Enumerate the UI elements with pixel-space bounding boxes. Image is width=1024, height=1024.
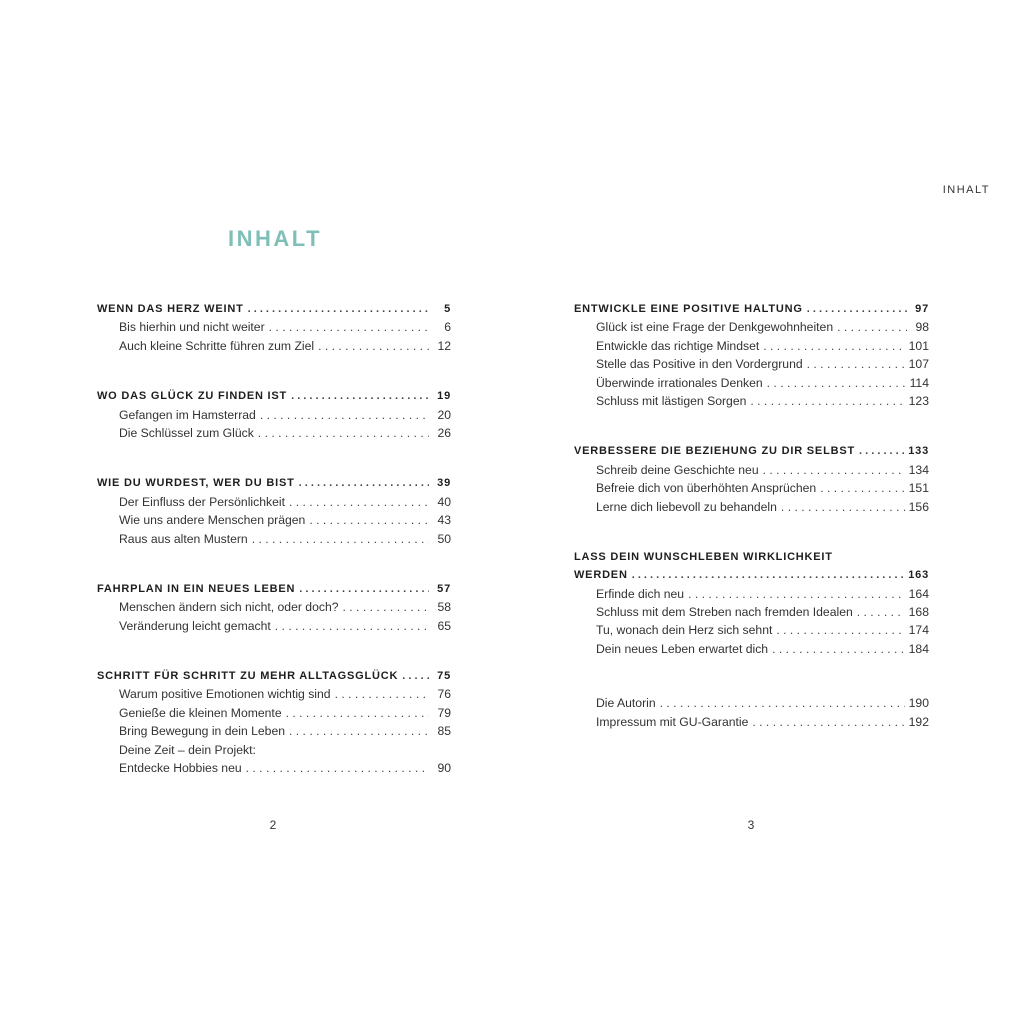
dot-leader xyxy=(286,704,429,722)
dot-leader xyxy=(781,498,905,516)
toc-entry[interactable] xyxy=(574,621,929,639)
page-number-left: 2 xyxy=(269,818,277,832)
entry-page: 76 xyxy=(437,687,451,702)
dot-leader xyxy=(248,300,429,318)
toc-entry[interactable] xyxy=(574,640,929,658)
toc-entry[interactable] xyxy=(97,685,451,703)
entry-title: Schluss mit dem Streben nach fremden Idealen xyxy=(596,605,853,620)
toc-chapter[interactable] xyxy=(97,474,451,492)
dot-leader xyxy=(258,424,429,442)
toc-entry[interactable] xyxy=(574,318,929,336)
toc-chapter-line[interactable] xyxy=(574,548,929,566)
dot-leader xyxy=(776,621,904,639)
entry-title: Glück ist eine Frage der Denkgewohnheiten xyxy=(596,320,834,335)
entry-page: 123 xyxy=(908,393,929,408)
dot-leader xyxy=(763,461,905,479)
entry-title: Gefangen im Hamsterrad xyxy=(119,407,256,422)
entry-page: 192 xyxy=(908,714,929,729)
toc-entry[interactable] xyxy=(97,704,451,722)
toc-right-column xyxy=(574,300,929,731)
entry-page: 90 xyxy=(437,761,451,776)
toc-entry[interactable] xyxy=(97,598,451,616)
entry-page: 184 xyxy=(908,641,929,656)
entry-title: Die Autorin xyxy=(596,696,656,711)
dot-leader xyxy=(752,713,904,731)
entry-title: Menschen ändern sich nicht, oder doch? xyxy=(119,600,339,615)
toc-entry[interactable] xyxy=(97,759,451,777)
entry-title: Schreib deine Geschichte neu xyxy=(596,462,759,477)
entry-title: Auch kleine Schritte führen zum Ziel xyxy=(119,338,315,353)
entry-title: Genieße die kleinen Momente xyxy=(119,705,282,720)
page-title: INHALT xyxy=(227,226,323,251)
chapter-page: 19 xyxy=(437,390,451,403)
toc-entry[interactable] xyxy=(97,741,451,759)
toc-entry[interactable] xyxy=(97,318,451,336)
entry-title: Bring Bewegung in dein Leben xyxy=(119,724,286,739)
chapter-page: 57 xyxy=(437,582,451,595)
page-number-right: 3 xyxy=(747,818,755,832)
toc-entry[interactable] xyxy=(574,461,929,479)
dot-leader xyxy=(289,493,429,511)
chapter-title: WERDEN xyxy=(574,569,628,582)
dot-leader xyxy=(299,580,429,598)
dot-leader xyxy=(859,442,904,460)
entry-title: Dein neues Leben erwartet dich xyxy=(596,641,769,656)
dot-leader xyxy=(275,617,429,635)
dot-leader xyxy=(335,685,429,703)
dot-leader xyxy=(252,530,429,548)
toc-section xyxy=(97,300,451,355)
entry-page: 164 xyxy=(908,586,929,601)
dot-leader xyxy=(660,694,905,712)
entry-page: 20 xyxy=(437,407,451,422)
toc-entry[interactable] xyxy=(574,392,929,410)
dot-leader xyxy=(402,667,429,685)
chapter-page: 39 xyxy=(437,477,451,490)
toc-entry[interactable] xyxy=(574,374,929,392)
chapter-page: 97 xyxy=(915,303,929,315)
entry-title: Schluss mit lästigen Sorgen xyxy=(596,393,747,408)
toc-entry[interactable] xyxy=(97,617,451,635)
entry-title: Stelle das Positive in den Vordergrund xyxy=(596,357,803,372)
entry-page: 134 xyxy=(908,462,929,477)
entry-page: 151 xyxy=(908,481,929,496)
toc-entry[interactable] xyxy=(97,530,451,548)
dot-leader xyxy=(763,337,904,355)
toc-entry[interactable] xyxy=(574,585,929,603)
toc-section xyxy=(574,548,929,658)
toc-entry[interactable] xyxy=(97,722,451,740)
chapter-title: WENN DAS HERZ WEINT xyxy=(97,303,244,315)
toc-entry[interactable] xyxy=(574,355,929,373)
dot-leader xyxy=(343,598,429,616)
chapter-page: 5 xyxy=(444,303,451,315)
chapter-page: 133 xyxy=(908,445,929,458)
toc-section xyxy=(97,580,451,635)
entry-page: 12 xyxy=(437,338,451,353)
entry-page: 174 xyxy=(908,623,929,638)
entry-page: 114 xyxy=(909,375,929,390)
toc-section xyxy=(574,442,929,516)
entry-page: 58 xyxy=(437,600,451,615)
entry-page: 156 xyxy=(908,499,929,514)
dot-leader xyxy=(837,318,907,336)
entry-page: 40 xyxy=(437,494,451,509)
entry-page: 168 xyxy=(908,605,929,620)
toc-chapter[interactable] xyxy=(574,300,929,318)
dot-leader xyxy=(632,566,905,584)
entry-title: Bis hierhin und nicht weiter xyxy=(119,320,265,335)
entry-page: 50 xyxy=(437,531,451,546)
chapter-title: WIE DU WURDEST, WER DU BIST xyxy=(97,477,295,490)
chapter-title: SCHRITT FÜR SCHRITT ZU MEHR ALLTAGSGLÜCK xyxy=(97,670,399,683)
toc-entry[interactable] xyxy=(97,406,451,424)
toc-entry[interactable] xyxy=(97,337,451,355)
toc-entry[interactable] xyxy=(574,713,929,731)
dot-leader xyxy=(299,474,429,492)
entry-title: Die Schlüssel zum Glück xyxy=(119,425,254,440)
entry-title: Der Einfluss der Persönlichkeit xyxy=(119,494,285,509)
toc-entry[interactable] xyxy=(574,603,929,621)
entry-page: 98 xyxy=(915,320,929,335)
toc-chapter[interactable] xyxy=(97,300,451,318)
chapter-title: LASS DEIN WUNSCHLEBEN WIRKLICHKEIT xyxy=(574,550,833,563)
chapter-title: WO DAS GLÜCK ZU FINDEN IST xyxy=(97,390,288,403)
toc-chapter[interactable] xyxy=(574,566,929,584)
entry-title: Befreie dich von überhöhten Ansprüchen xyxy=(596,481,817,496)
toc-section xyxy=(97,387,451,442)
toc-section-appendix xyxy=(574,694,929,731)
running-head: INHALT xyxy=(942,184,990,196)
entry-page: 107 xyxy=(908,357,929,372)
chapter-title: VERBESSERE DIE BEZIEHUNG ZU DIR SELBST xyxy=(574,445,855,458)
entry-title: Tu, wonach dein Herz sich sehnt xyxy=(596,623,773,638)
toc-chapter[interactable] xyxy=(574,442,929,460)
chapter-title: FAHRPLAN IN EIN NEUES LEBEN xyxy=(97,582,296,595)
entry-title: Entwickle das richtige Mindset xyxy=(596,338,760,353)
entry-title: Entdecke Hobbies neu xyxy=(119,761,242,776)
dot-leader xyxy=(289,722,429,740)
entry-title: Überwinde irrationales Denken xyxy=(596,375,763,390)
entry-page: 43 xyxy=(437,513,451,528)
toc-entry[interactable] xyxy=(97,511,451,529)
dot-leader xyxy=(767,374,906,392)
entry-title: Impressum mit GU-Garantie xyxy=(596,714,749,729)
toc-entry[interactable] xyxy=(97,424,451,442)
toc-section xyxy=(97,474,451,548)
entry-title: Deine Zeit – dein Projekt: xyxy=(119,742,256,757)
chapter-page: 75 xyxy=(437,670,451,683)
dot-leader xyxy=(291,387,429,405)
toc-chapter[interactable] xyxy=(97,667,451,685)
toc-entry[interactable] xyxy=(574,479,929,497)
dot-leader xyxy=(750,392,904,410)
toc-chapter[interactable] xyxy=(97,387,451,405)
entry-page: 85 xyxy=(437,724,451,739)
toc-section xyxy=(97,667,451,777)
entry-title: Wie uns andere Menschen prägen xyxy=(119,513,306,528)
toc-entry[interactable] xyxy=(574,337,929,355)
entry-title: Lerne dich liebevoll zu behandeln xyxy=(596,499,777,514)
chapter-title: ENTWICKLE EINE POSITIVE HALTUNG xyxy=(574,303,803,315)
toc-entry[interactable] xyxy=(97,493,451,511)
entry-page: 65 xyxy=(437,618,451,633)
toc-left-column xyxy=(97,300,451,777)
dot-leader xyxy=(260,406,429,424)
dot-leader xyxy=(820,479,904,497)
entry-title: Erfinde dich neu xyxy=(596,586,685,601)
dot-leader xyxy=(857,603,905,621)
dot-leader xyxy=(807,300,907,318)
dot-leader xyxy=(309,511,429,529)
entry-page: 6 xyxy=(444,320,451,335)
chapter-page: 163 xyxy=(908,569,929,582)
dot-leader xyxy=(269,318,429,336)
toc-chapter[interactable] xyxy=(97,580,451,598)
dot-leader xyxy=(318,337,429,355)
dot-leader xyxy=(807,355,905,373)
entry-title: Veränderung leicht gemacht xyxy=(119,618,271,633)
dot-leader xyxy=(246,759,429,777)
toc-entry[interactable] xyxy=(574,694,929,712)
entry-title: Raus aus alten Mustern xyxy=(119,531,248,546)
entry-title: Warum positive Emotionen wichtig sind xyxy=(119,687,331,702)
entry-page: 101 xyxy=(908,338,929,353)
dot-leader xyxy=(688,585,905,603)
entry-page: 79 xyxy=(437,705,451,720)
dot-leader xyxy=(772,640,905,658)
toc-section xyxy=(574,300,929,410)
entry-page: 26 xyxy=(437,425,451,440)
toc-entry[interactable] xyxy=(574,498,929,516)
entry-page: 190 xyxy=(908,696,929,711)
